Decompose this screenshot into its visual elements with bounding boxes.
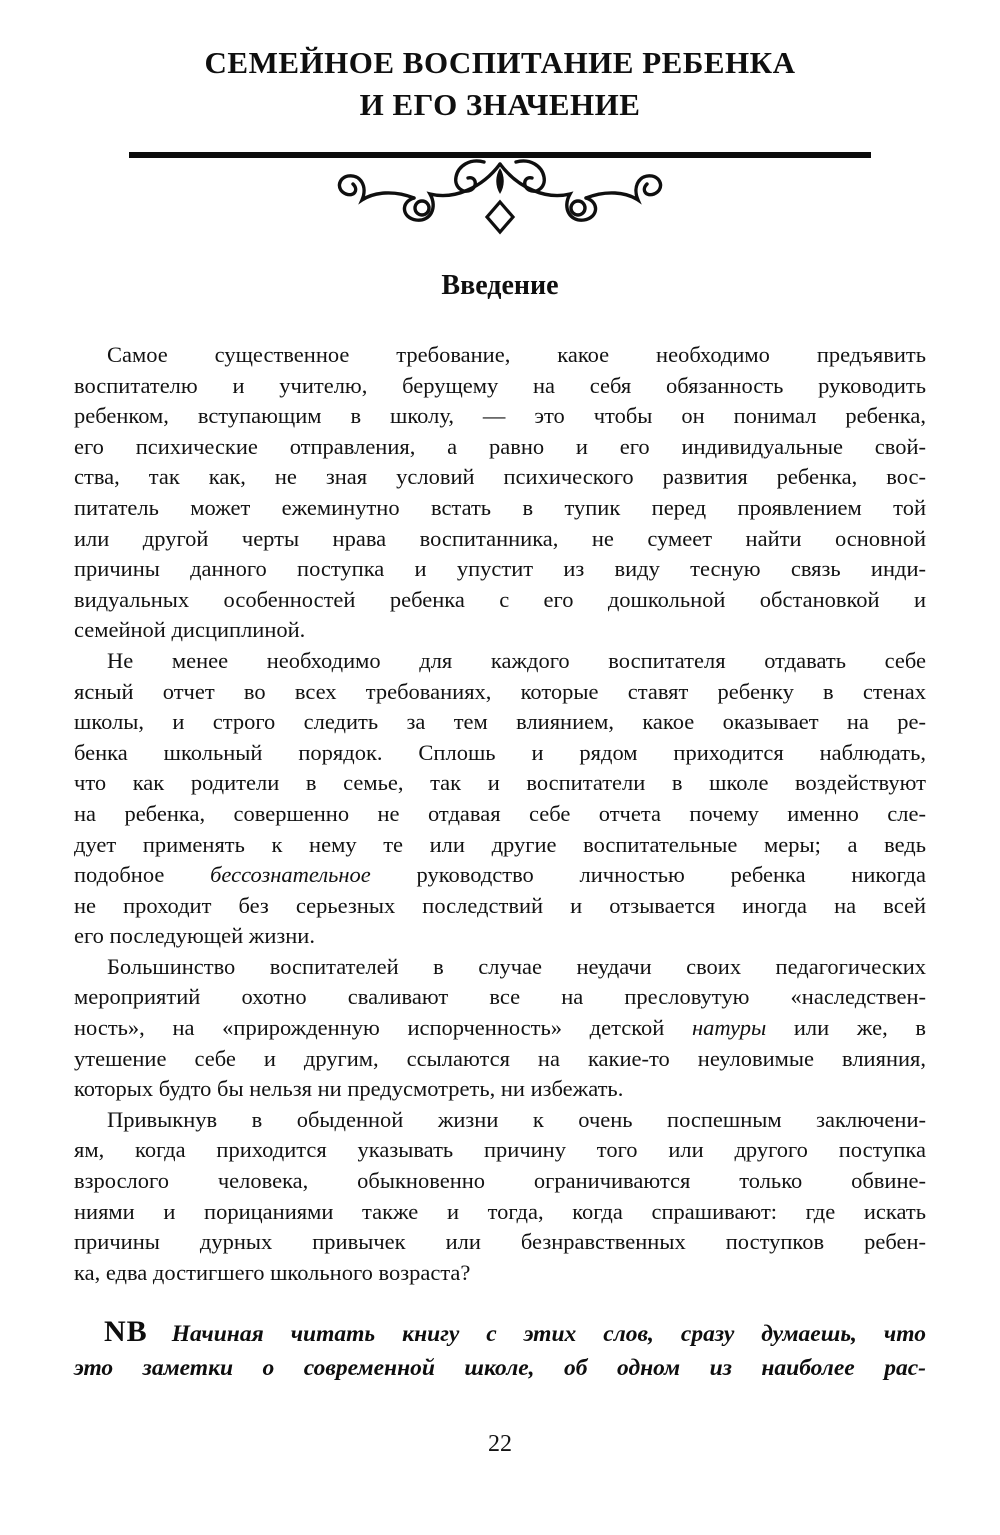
text-line: причины данного поступка и упустит из виду тесную связь инди- (74, 556, 926, 582)
text-line: утешение себе и другим, ссылаются на какие-то неуловимые влияния, (74, 1045, 926, 1071)
title-divider (0, 152, 1000, 236)
text-line: Не менее необходимо для каждого воспитателя отдавать себе (107, 647, 926, 673)
text-line: видуальных особенностей ребенка с его дошкольной обстановкой и (74, 586, 926, 612)
page-title (0, 0, 1000, 126)
text-line: воспитателю и учителю, берущему на себя обязанность руководить (74, 372, 926, 398)
text-line: ства, так как, не зная условий психического развития ребенка, вос- (74, 464, 926, 490)
text-line: причины дурных привычек или безнравственных поступков ребен- (74, 1229, 926, 1255)
text-line: Привыкнув в обыденной жизни к очень поспешным заключени- (107, 1106, 926, 1132)
paragraph (74, 952, 926, 1105)
page-number: 22 (488, 1431, 512, 1458)
nb-text-line: NB Начиная читать книгу с этих слов, сразу думаешь, что (104, 1315, 926, 1349)
text-line: ребенком, вступающим в школу, — это чтобы он понимал ребенка, (74, 403, 926, 429)
text-line: ясный отчет во всех требованиях, которые ставят ребенку в стенах (74, 678, 926, 704)
page-title-line1: СЕМЕЙНОЕ ВОСПИТАНИЕ РЕБЕНКА (204, 45, 796, 80)
text-line: взрослого человека, обыкновенно ограничиваются только обвине- (74, 1168, 926, 1194)
text-line: ка, едва достигшего школьного возраста? (74, 1259, 471, 1285)
text-line: что как родители в семье, так и воспитатели в школе воздействуют (74, 770, 926, 796)
text-line: которых будто бы нельзя ни предусмотреть, ни избежать. (74, 1076, 624, 1102)
text-line: подобное бессознательное руководство личностью ребенка никогда (74, 862, 926, 888)
text-line: Большинство воспитателей в случае неудачи своих педагогических (107, 953, 926, 979)
text-line: Самое существенное требование, какое необходимо предъявить (107, 342, 926, 367)
text-line: ность», на «прирожденную испорченность» детской натуры или же, в (74, 1015, 926, 1041)
text-line: ям, когда приходится указывать причину того или другого поступка (74, 1137, 926, 1163)
text-line: ниями и порицаниями также и тогда, когда спрашивают: где искать (74, 1198, 926, 1224)
page-title-line2: И ЕГО ЗНАЧЕНИЕ (359, 87, 641, 122)
text-line: на ребенка, совершенно не отдавая себе отчета почему именно сле- (74, 800, 926, 826)
text-line: или другой черты нрава воспитанника, не сумеет найти основной (74, 525, 926, 551)
text-line: мероприятий охотно сваливают все на пресловутую «наследствен- (74, 984, 926, 1010)
text-line: не проходит без серьезных последствий и отзывается иногда на всей (74, 892, 926, 918)
paragraph (74, 340, 926, 646)
text-line: школы, и строго следить за тем влиянием, какое оказывает на ре- (74, 709, 926, 735)
paragraph (74, 646, 926, 952)
text-line: дует применять к нему те или другие воспитательные меры; а ведь (74, 831, 926, 857)
scroll-flourish-icon (332, 156, 668, 236)
body-text (74, 340, 926, 1288)
nb-label: NB (104, 1315, 148, 1349)
text-line: питатель может ежеминутно встать в тупик перед проявлением той (74, 494, 926, 520)
nb-text-line: это заметки о современной школе, об одном из наиболее рас- (74, 1355, 926, 1382)
paragraph (74, 1105, 926, 1289)
text-line: его психические отправления, а равно и его индивидуальные свой- (74, 433, 926, 459)
section-heading: Введение (441, 270, 559, 301)
nb-note (74, 1315, 926, 1385)
text-line: его последующей жизни. (74, 923, 315, 949)
text-line: бенка школьный порядок. Сплошь и рядом приходится наблюдать, (74, 739, 926, 765)
text-line: семейной дисциплиной. (74, 617, 306, 643)
